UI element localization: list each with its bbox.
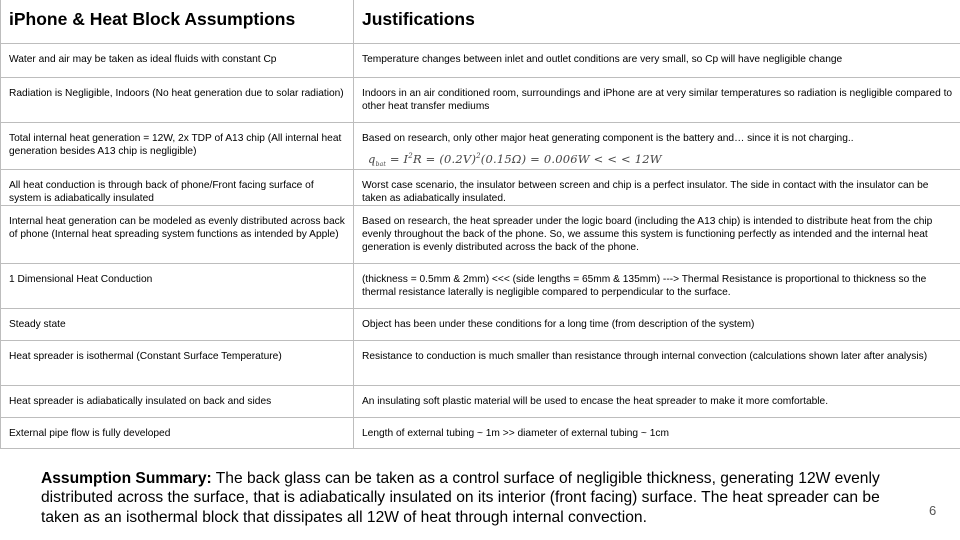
justification-text: Based on research, only other major heat generating component is the battery and… since it is not charging..: [362, 133, 854, 144]
justifications-header: Justifications: [354, 0, 960, 44]
page-number: 6: [929, 503, 937, 518]
assumption-cell: Heat spreader is adiabatically insulated on back and sides: [1, 386, 354, 418]
assumption-cell: Radiation is Negligible, Indoors (No heat generation due to solar radiation): [1, 78, 354, 123]
table-row: [1, 78, 960, 123]
summary-label: Assumption Summary:: [41, 470, 212, 487]
table-row: [1, 44, 960, 78]
justification-cell: Indoors in an air conditioned room, surroundings and iPhone are at very similar temperatures so radiation is negligible compared to other heat transfer mediums: [354, 78, 960, 123]
assumption-cell: Total internal heat generation = 12W, 2x TDP of A13 chip (All internal heat generation besides A13 chip is negligible): [1, 123, 354, 170]
justification-cell: Length of external tubing ~ 1m >> diameter of external tubing ~ 1cm: [354, 418, 960, 449]
table-row: [1, 386, 960, 418]
assumption-cell: External pipe flow is fully developed: [1, 418, 354, 449]
assumption-cell: Steady state: [1, 309, 354, 341]
assumption-cell: All heat conduction is through back of phone/Front facing surface of system is adiabatically insulated: [1, 170, 354, 206]
summary-text: The back glass can be taken as a control surface of negligible thickness, generating 12W evenly distributed across the surface, that is adiabatically insulated on its interior (front facing) surface. The heat spreader can be taken as an isothermal block that dissipates all 12W of heat through internal convection.: [41, 470, 880, 526]
table-row: [1, 309, 960, 341]
justification-cell: Worst case scenario, the insulator between screen and chip is a perfect insulator. The side in contact with the insulator can be taken as adiabatically insulated.: [354, 170, 960, 206]
table-row: [1, 170, 960, 206]
battery-heat-equation: $q_{bat} = I^2R = (0.2V)^2(0.15\Omega) = 0.006W$ < < < 12W: [368, 151, 662, 169]
assumption-summary: [41, 469, 921, 527]
table-row: [1, 123, 960, 170]
table-row: [1, 206, 960, 264]
table-row: [1, 341, 960, 386]
justification-cell: [354, 123, 960, 170]
assumption-cell: Heat spreader is isothermal (Constant Surface Temperature): [1, 341, 354, 386]
justification-cell: Temperature changes between inlet and outlet conditions are very small, so Cp will have negligible change: [354, 44, 960, 78]
justification-cell: (thickness = 0.5mm & 2mm) <<< (side lengths = 65mm & 135mm) ---> Thermal Resistance is proportional to thickness so the thermal resistance laterally is negligible compared to perpendicular to the surface.: [354, 264, 960, 309]
assumptions-header: iPhone & Heat Block Assumptions: [1, 0, 354, 44]
assumption-cell: Internal heat generation can be modeled as evenly distributed across back of phone (Internal heat spreading system functions as intended by Apple): [1, 206, 354, 264]
table-header-row: [1, 0, 960, 44]
justification-cell: Based on research, the heat spreader under the logic board (including the A13 chip) is intended to distribute heat from the chip evenly throughout the back of the phone. So, we assume this system is functioning perfectly as intended and the internal heat generation is evenly distributed across the back of the phone.: [354, 206, 960, 264]
table-row: [1, 418, 960, 449]
assumption-cell: Water and air may be taken as ideal fluids with constant Cp: [1, 44, 354, 78]
assumption-cell: 1 Dimensional Heat Conduction: [1, 264, 354, 309]
justification-cell: An insulating soft plastic material will be used to encase the heat spreader to make it more comfortable.: [354, 386, 960, 418]
justification-cell: Object has been under these conditions for a long time (from description of the system): [354, 309, 960, 341]
justification-cell: Resistance to conduction is much smaller than resistance through internal convection (calculations shown later after analysis): [354, 341, 960, 386]
table-row: [1, 264, 960, 309]
